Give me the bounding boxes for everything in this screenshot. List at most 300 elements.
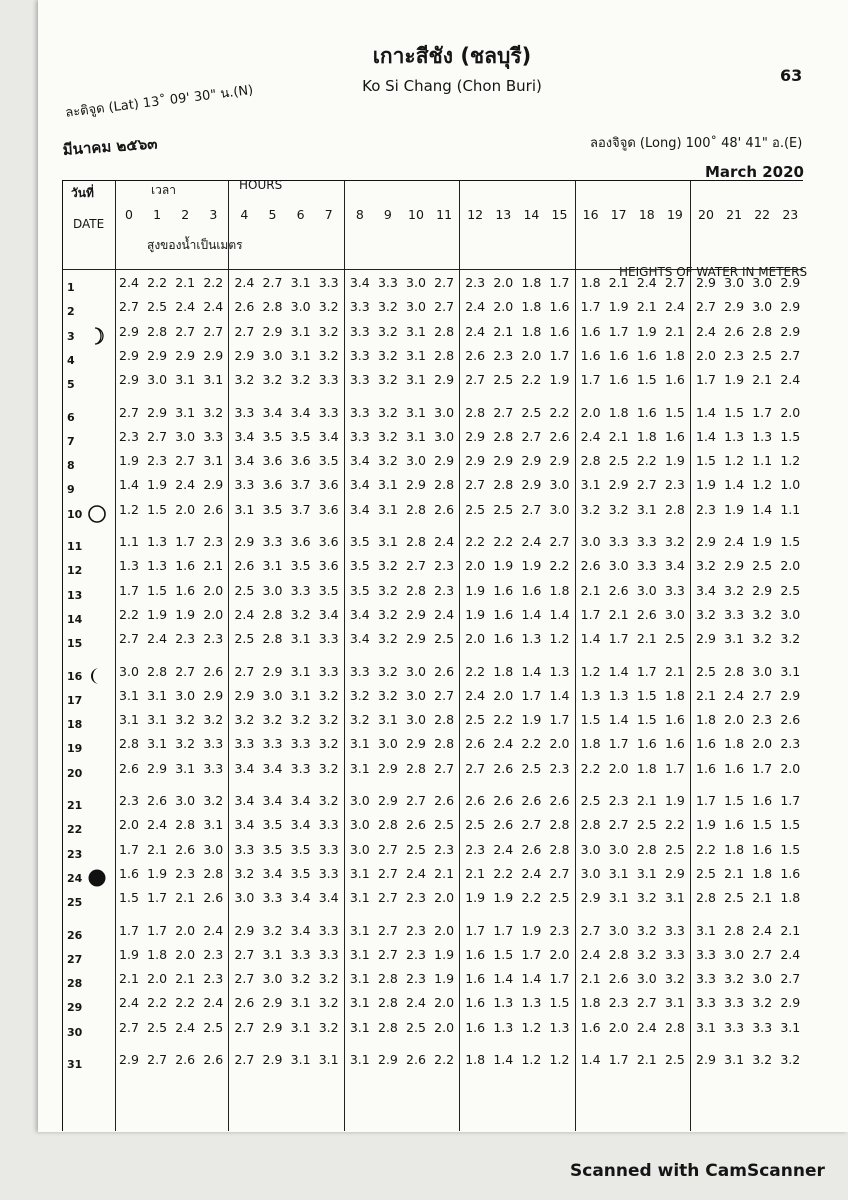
tide-value: 1.8 xyxy=(493,663,514,679)
tide-value: 2.4 xyxy=(724,534,745,549)
tide-value: 2.9 xyxy=(434,372,455,388)
tide-value: 2.6 xyxy=(119,760,139,776)
tide-value: 1.6 xyxy=(549,299,570,315)
tide-value: 3.0 xyxy=(608,558,629,574)
tide-value: 3.6 xyxy=(318,501,339,517)
tide-value: 2.7 xyxy=(234,1052,255,1067)
hour-label: 5 xyxy=(268,207,277,222)
tide-value: 3.2 xyxy=(377,687,398,703)
day-label: 31 xyxy=(67,1058,83,1071)
tide-value: 2.7 xyxy=(147,428,168,444)
tide-value: 1.9 xyxy=(175,606,196,622)
tide-value: 2.3 xyxy=(724,347,745,363)
hour-group-divider xyxy=(228,181,229,1131)
hour-label: 9 xyxy=(383,207,392,222)
tide-value: 1.6 xyxy=(465,946,486,962)
day-label: 2 xyxy=(67,305,75,319)
tide-value: 2.5 xyxy=(465,817,486,833)
tide-value: 3.3 xyxy=(752,1019,773,1035)
tide-value: 3.2 xyxy=(377,372,398,388)
tide-value: 3.1 xyxy=(290,347,311,363)
tide-value: 3.0 xyxy=(434,428,455,444)
tide-value: 2.4 xyxy=(780,372,801,388)
tide-value: 2.4 xyxy=(406,865,426,881)
tide-value: 3.3 xyxy=(349,347,370,363)
tide-value: 1.9 xyxy=(521,922,542,938)
day-label: 6 xyxy=(67,410,75,424)
tide-value: 1.2 xyxy=(580,663,601,679)
tide-value: 1.7 xyxy=(493,922,514,938)
tide-value: 1.6 xyxy=(493,582,514,598)
tide-value: 1.5 xyxy=(636,687,657,703)
tide-value: 1.3 xyxy=(521,631,542,647)
tide-value: 3.0 xyxy=(434,404,455,420)
tide-value: 3.2 xyxy=(318,793,339,808)
tide-value: 3.2 xyxy=(377,453,398,469)
tide-value: 3.1 xyxy=(349,760,370,776)
tide-value: 3.2 xyxy=(234,865,255,881)
tide-value: 2.0 xyxy=(203,582,224,598)
tide-value: 3.1 xyxy=(349,1052,370,1067)
tide-value: 2.9 xyxy=(521,453,542,469)
tide-value: 2.3 xyxy=(119,428,139,444)
tide-value: 1.7 xyxy=(580,606,601,622)
tide-value: 1.2 xyxy=(549,1052,570,1067)
tide-value: 2.7 xyxy=(608,817,629,833)
tide-value: 1.3 xyxy=(521,995,542,1011)
tide-value: 3.6 xyxy=(290,534,311,549)
tide-value: 1.3 xyxy=(580,687,601,703)
tide-value: 3.4 xyxy=(262,793,283,808)
month-label-english: March 2020 xyxy=(705,163,804,181)
tide-value: 2.7 xyxy=(549,865,570,881)
tide-value: 2.8 xyxy=(377,1019,398,1035)
tide-value: 3.7 xyxy=(290,501,311,517)
tide-value: 2.7 xyxy=(119,631,139,647)
tide-value: 2.7 xyxy=(234,1019,255,1035)
tide-value: 2.4 xyxy=(636,275,657,290)
tide-value: 2.7 xyxy=(175,453,196,469)
tide-value: 3.5 xyxy=(290,865,311,881)
tide-value: 1.6 xyxy=(580,323,601,339)
tide-value: 2.2 xyxy=(580,760,601,776)
tide-value: 1.4 xyxy=(521,606,542,622)
tide-value: 1.8 xyxy=(752,865,773,881)
tide-value: 2.1 xyxy=(580,582,601,598)
tide-value: 3.3 xyxy=(203,428,224,444)
tide-value: 1.3 xyxy=(549,663,570,679)
tide-value: 1.4 xyxy=(580,631,601,647)
tide-value: 3.1 xyxy=(636,501,657,517)
tide-value: 3.2 xyxy=(752,995,773,1011)
tide-value: 2.5 xyxy=(636,817,657,833)
tide-value: 3.4 xyxy=(290,793,311,808)
tide-value: 3.4 xyxy=(349,501,370,517)
tide-value: 3.2 xyxy=(318,687,339,703)
tide-value: 3.2 xyxy=(349,712,370,728)
tide-value: 2.1 xyxy=(119,971,139,987)
day-label: 17 xyxy=(67,693,83,707)
longitude-label: ลองจิจูด (Long) 100˚ 48' 41" อ.(E) xyxy=(590,136,803,151)
hour-label: 10 xyxy=(408,207,424,222)
tide-value: 3.2 xyxy=(780,631,801,647)
tide-value: 2.9 xyxy=(234,534,255,549)
tide-value: 1.7 xyxy=(119,841,139,857)
tide-value: 3.0 xyxy=(636,971,657,987)
tide-value: 2.9 xyxy=(377,793,398,808)
tide-value: 2.2 xyxy=(465,663,486,679)
day-label: 12 xyxy=(67,564,83,578)
tide-value: 3.4 xyxy=(262,404,283,420)
tide-value: 2.9 xyxy=(521,477,542,493)
tide-value: 1.3 xyxy=(147,558,168,574)
tide-value: 2.6 xyxy=(465,347,486,363)
day-label: 25 xyxy=(67,896,83,910)
height-label-thai: สูงของน้ำเป็นเมตร xyxy=(147,238,243,252)
tide-value: 2.8 xyxy=(262,299,283,315)
tide-value: 2.6 xyxy=(521,793,542,808)
tide-value: 2.8 xyxy=(406,501,426,517)
tide-value: 2.6 xyxy=(203,1052,224,1067)
tide-value: 2.9 xyxy=(262,1019,283,1035)
tide-value: 3.2 xyxy=(290,712,311,728)
hour-group-divider xyxy=(690,181,691,1131)
tide-value: 1.6 xyxy=(636,404,657,420)
tide-value: 1.4 xyxy=(724,477,745,493)
tide-value: 1.2 xyxy=(780,453,801,469)
tide-value: 2.7 xyxy=(234,323,255,339)
tide-value: 2.3 xyxy=(664,477,685,493)
tide-value: 1.6 xyxy=(664,736,685,752)
tide-value: 2.4 xyxy=(696,323,716,339)
tide-value: 3.2 xyxy=(234,372,255,388)
tide-value: 1.0 xyxy=(780,477,801,493)
tide-value: 2.5 xyxy=(434,631,455,647)
tide-value: 2.8 xyxy=(493,477,514,493)
tide-value: 2.8 xyxy=(262,606,283,622)
tide-value: 2.5 xyxy=(434,817,455,833)
tide-value: 1.9 xyxy=(696,477,716,493)
tide-value: 2.7 xyxy=(119,299,139,315)
tide-value: 3.0 xyxy=(262,687,283,703)
tide-value: 1.4 xyxy=(493,971,514,987)
tide-value: 3.0 xyxy=(234,890,255,906)
tide-value: 2.3 xyxy=(608,793,629,808)
tide-value: 1.8 xyxy=(521,275,542,290)
tide-value: 3.3 xyxy=(262,736,283,752)
tide-value: 3.6 xyxy=(290,453,311,469)
tide-value: 2.7 xyxy=(549,534,570,549)
tide-value: 3.4 xyxy=(664,558,685,574)
tide-value: 3.0 xyxy=(752,275,773,290)
tide-value: 3.3 xyxy=(234,477,255,493)
tide-value: 3.1 xyxy=(580,477,601,493)
tide-value: 2.6 xyxy=(549,428,570,444)
latitude-label: ละติจูด (Lat) 13˚ 09' 30" น.(N) xyxy=(64,82,255,121)
tide-value: 3.2 xyxy=(724,971,745,987)
tide-value: 2.8 xyxy=(434,477,455,493)
day-label: 28 xyxy=(67,977,83,991)
tide-value: 2.9 xyxy=(696,534,716,549)
tide-value: 3.3 xyxy=(664,582,685,598)
day-label: 27 xyxy=(67,952,83,966)
time-label-thai: เวลา xyxy=(151,183,176,197)
tide-value: 2.7 xyxy=(521,817,542,833)
tide-value: 3.1 xyxy=(406,347,426,363)
tide-value: 3.0 xyxy=(119,663,139,679)
tide-value: 3.1 xyxy=(262,558,283,574)
tide-value: 2.4 xyxy=(434,606,455,622)
tide-value: 1.4 xyxy=(549,687,570,703)
tide-value: 1.2 xyxy=(724,453,745,469)
tide-value: 1.9 xyxy=(465,890,486,906)
tide-value: 1.9 xyxy=(664,453,685,469)
tide-value: 2.3 xyxy=(203,971,224,987)
tide-value: 3.3 xyxy=(349,428,370,444)
tide-value: 2.2 xyxy=(147,275,168,290)
hour-label: 8 xyxy=(355,207,364,222)
tide-value: 1.6 xyxy=(175,582,196,598)
tide-value: 1.6 xyxy=(580,1019,601,1035)
tide-value: 2.0 xyxy=(147,971,168,987)
tide-value: 3.5 xyxy=(262,501,283,517)
tide-value: 2.1 xyxy=(696,687,716,703)
tide-value: 2.5 xyxy=(234,631,255,647)
tide-value: 2.5 xyxy=(752,347,773,363)
tide-value: 2.4 xyxy=(434,534,455,549)
tide-value: 3.3 xyxy=(349,323,370,339)
tide-value: 2.8 xyxy=(636,841,657,857)
tide-value: 1.3 xyxy=(724,428,745,444)
tide-value: 1.6 xyxy=(664,712,685,728)
tide-value: 3.6 xyxy=(318,534,339,549)
tide-value: 2.0 xyxy=(780,404,801,420)
tide-value: 3.1 xyxy=(664,890,685,906)
tide-value: 2.8 xyxy=(664,501,685,517)
tide-value: 2.6 xyxy=(580,558,601,574)
tide-value: 2.6 xyxy=(434,501,455,517)
tide-value: 1.5 xyxy=(664,404,685,420)
tide-value: 3.0 xyxy=(580,865,601,881)
tide-value: 1.5 xyxy=(696,453,716,469)
tide-value: 2.9 xyxy=(119,323,139,339)
tide-value: 1.6 xyxy=(465,1019,486,1035)
tide-value: 2.1 xyxy=(580,971,601,987)
tide-value: 3.0 xyxy=(549,501,570,517)
hour-label: 4 xyxy=(240,207,249,222)
tide-value: 2.9 xyxy=(780,275,801,290)
tide-value: 2.9 xyxy=(234,922,255,938)
tide-value: 1.2 xyxy=(549,631,570,647)
tide-value: 3.2 xyxy=(318,736,339,752)
tide-value: 1.7 xyxy=(147,922,168,938)
tide-value: 2.7 xyxy=(434,760,455,776)
tide-value: 2.7 xyxy=(234,663,255,679)
date-column-divider xyxy=(115,181,116,1131)
tide-value: 3.1 xyxy=(349,922,370,938)
tide-value: 1.7 xyxy=(465,922,486,938)
tide-value: 3.3 xyxy=(203,736,224,752)
day-label: 20 xyxy=(67,766,83,780)
tide-value: 3.5 xyxy=(349,534,370,549)
tide-value: 1.9 xyxy=(636,323,657,339)
tide-value: 2.6 xyxy=(147,793,168,808)
tide-value: 3.4 xyxy=(318,606,339,622)
tide-value: 3.0 xyxy=(377,736,398,752)
tide-value: 3.5 xyxy=(318,453,339,469)
tide-value: 1.3 xyxy=(493,995,514,1011)
tide-value: 2.1 xyxy=(493,323,514,339)
tide-value: 2.9 xyxy=(780,995,801,1011)
tide-value: 1.4 xyxy=(521,971,542,987)
tide-value: 3.0 xyxy=(147,372,168,388)
tide-value: 3.1 xyxy=(349,971,370,987)
tide-value: 2.3 xyxy=(406,971,426,987)
tide-value: 3.5 xyxy=(262,817,283,833)
tide-value: 3.1 xyxy=(377,712,398,728)
tide-value: 2.4 xyxy=(203,299,224,315)
tide-value: 3.1 xyxy=(349,865,370,881)
tide-value: 1.9 xyxy=(119,453,139,469)
tide-value: 2.4 xyxy=(580,946,601,962)
tide-value: 3.2 xyxy=(377,323,398,339)
tide-value: 3.0 xyxy=(780,606,801,622)
tide-value: 2.3 xyxy=(147,453,168,469)
tide-value: 1.6 xyxy=(549,323,570,339)
tide-value: 2.8 xyxy=(434,323,455,339)
tide-value: 3.3 xyxy=(664,946,685,962)
tide-value: 3.0 xyxy=(262,971,283,987)
last-quarter-moon-icon xyxy=(87,666,107,686)
tide-value: 2.9 xyxy=(406,736,426,752)
tide-value: 3.1 xyxy=(406,404,426,420)
hour-label: 2 xyxy=(181,207,190,222)
tide-value: 1.9 xyxy=(724,501,745,517)
tide-value: 2.7 xyxy=(465,477,486,493)
tide-value: 3.3 xyxy=(696,971,716,987)
tide-value: 2.3 xyxy=(203,534,224,549)
tide-value: 3.2 xyxy=(636,946,657,962)
tide-value: 1.8 xyxy=(608,404,629,420)
tide-value: 3.2 xyxy=(203,404,224,420)
tide-value: 2.5 xyxy=(406,1019,426,1035)
tide-value: 2.3 xyxy=(465,841,486,857)
tide-value: 3.2 xyxy=(780,1052,801,1067)
tide-value: 1.7 xyxy=(549,971,570,987)
tide-value: 3.3 xyxy=(349,404,370,420)
tide-value: 2.8 xyxy=(377,817,398,833)
tide-value: 2.7 xyxy=(234,971,255,987)
tide-value: 3.2 xyxy=(377,631,398,647)
tide-value: 2.3 xyxy=(549,922,570,938)
tide-value: 3.0 xyxy=(406,663,426,679)
tide-value: 3.0 xyxy=(406,712,426,728)
tide-value: 2.4 xyxy=(752,922,773,938)
tide-value: 3.1 xyxy=(175,760,196,776)
tide-value: 2.1 xyxy=(752,372,773,388)
tide-value: 1.4 xyxy=(696,404,716,420)
tide-value: 1.7 xyxy=(752,760,773,776)
tide-value: 1.7 xyxy=(580,372,601,388)
hour-label: 7 xyxy=(324,207,333,222)
tide-value: 2.3 xyxy=(119,793,139,808)
tide-value: 2.8 xyxy=(724,663,745,679)
tide-value: 2.9 xyxy=(580,890,601,906)
tide-value: 2.3 xyxy=(780,736,801,752)
tide-value: 3.3 xyxy=(349,372,370,388)
tide-value: 2.7 xyxy=(780,347,801,363)
tide-value: 1.8 xyxy=(724,736,745,752)
tide-value: 2.0 xyxy=(119,817,139,833)
tide-value: 3.3 xyxy=(318,663,339,679)
tide-value: 3.5 xyxy=(290,558,311,574)
tide-value: 3.2 xyxy=(203,712,224,728)
tide-value: 2.7 xyxy=(434,275,455,290)
tide-value: 3.2 xyxy=(175,712,196,728)
tide-value: 3.3 xyxy=(377,275,398,290)
tide-value: 1.7 xyxy=(580,299,601,315)
tide-value: 3.0 xyxy=(175,793,196,808)
tide-value: 3.1 xyxy=(636,865,657,881)
tide-value: 1.1 xyxy=(752,453,773,469)
tide-value: 1.2 xyxy=(521,1052,542,1067)
tide-value: 2.6 xyxy=(549,793,570,808)
tide-value: 3.1 xyxy=(290,631,311,647)
tide-value: 3.4 xyxy=(234,760,255,776)
tide-value: 3.0 xyxy=(262,582,283,598)
tide-value: 3.2 xyxy=(636,890,657,906)
tide-value: 3.4 xyxy=(262,865,283,881)
tide-value: 3.4 xyxy=(318,890,339,906)
tide-value: 1.7 xyxy=(780,793,801,808)
tide-value: 2.1 xyxy=(664,323,685,339)
tide-value: 3.4 xyxy=(349,275,370,290)
tide-value: 1.6 xyxy=(780,865,801,881)
tide-value: 1.7 xyxy=(636,663,657,679)
tide-value: 3.1 xyxy=(406,372,426,388)
tide-value: 1.8 xyxy=(580,995,601,1011)
tide-value: 1.4 xyxy=(608,712,629,728)
tide-value: 2.2 xyxy=(636,453,657,469)
tide-value: 1.9 xyxy=(493,558,514,574)
tide-value: 3.3 xyxy=(290,946,311,962)
tide-value: 2.9 xyxy=(493,453,514,469)
tide-value: 3.5 xyxy=(262,428,283,444)
tide-value: 3.0 xyxy=(636,582,657,598)
scanner-watermark: Scanned with CamScanner xyxy=(570,1161,825,1181)
tide-value: 1.7 xyxy=(549,275,570,290)
tide-value: 3.2 xyxy=(318,971,339,987)
tide-value: 3.3 xyxy=(318,372,339,388)
tide-value: 2.0 xyxy=(752,736,773,752)
tide-value: 3.1 xyxy=(724,1052,745,1067)
tide-value: 3.1 xyxy=(724,631,745,647)
tide-value: 3.2 xyxy=(290,372,311,388)
tide-value: 2.9 xyxy=(465,428,486,444)
tide-value: 1.9 xyxy=(521,558,542,574)
tide-value: 1.4 xyxy=(580,1052,601,1067)
tide-value: 2.8 xyxy=(549,841,570,857)
day-label: 16 xyxy=(67,669,83,683)
tide-value: 3.3 xyxy=(290,736,311,752)
tide-value: 2.4 xyxy=(119,275,139,290)
tide-value: 1.9 xyxy=(752,534,773,549)
tide-value: 2.0 xyxy=(493,687,514,703)
tide-value: 2.3 xyxy=(465,275,486,290)
tide-value: 3.0 xyxy=(349,793,370,808)
tide-value: 1.2 xyxy=(521,1019,542,1035)
tide-value: 2.2 xyxy=(119,606,139,622)
